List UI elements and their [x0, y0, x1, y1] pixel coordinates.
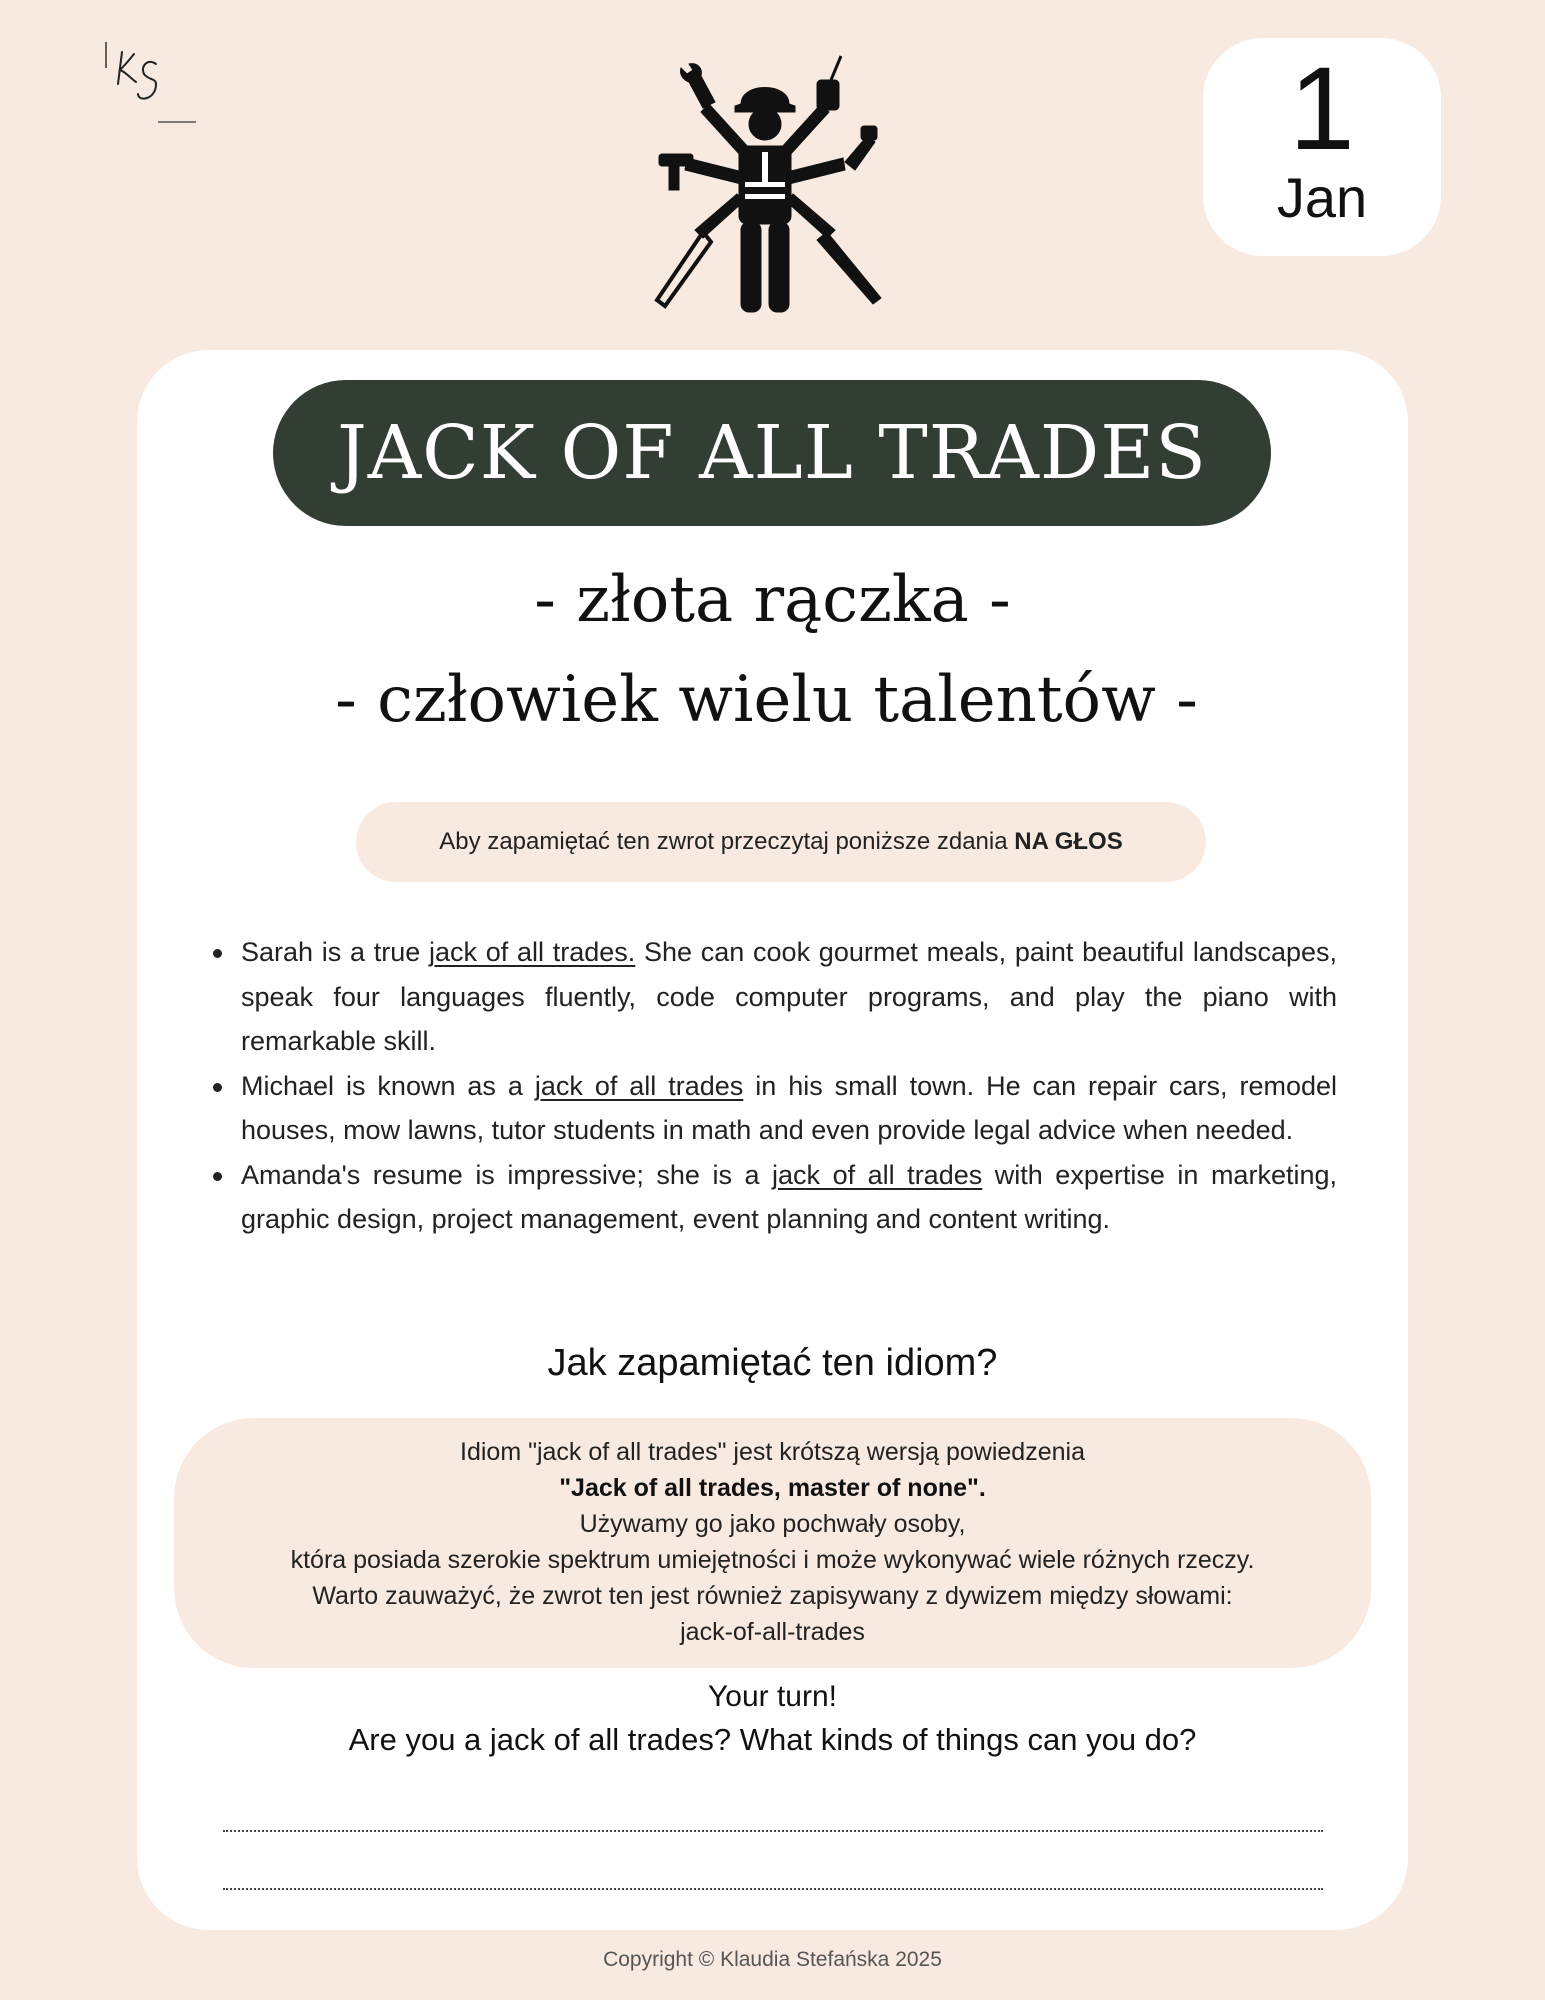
list-item	[241, 1153, 1337, 1242]
answer-line[interactable]	[223, 1888, 1323, 1890]
date-badge	[1203, 38, 1441, 256]
content-card	[137, 350, 1408, 1930]
explanation-line: "Jack of all trades, master of none".	[559, 1474, 986, 1502]
explanation-line: która posiada szerokie spektrum umiejętności i może wykonywać wiele różnych rzeczy.	[290, 1546, 1255, 1574]
read-aloud-hint	[356, 802, 1206, 882]
idiom-phrase: jack of all trades	[772, 1159, 983, 1190]
example-text: in his small town. He can repair cars, remodel houses, mow lawns, tutor students in math and even provide legal advice when needed.	[241, 1070, 1338, 1145]
hint-emphasis: NA GŁOS	[1014, 828, 1123, 855]
idiom-phrase: jack of all trades	[534, 1070, 744, 1101]
example-text: with expertise in marketing, graphic design, project management, event planning and content writing.	[241, 1159, 1337, 1234]
example-text: She can cook gourmet meals, paint beautiful landscapes, speak four languages fluently, code computer programs, and play the piano with remarkable skill.	[241, 937, 1338, 1056]
list-item	[241, 1064, 1337, 1153]
copyright-footer: Copyright © Klaudia Stefańska 2025	[603, 1948, 942, 1971]
example-sentences-list	[241, 930, 1337, 1242]
date-month: Jan	[1276, 166, 1368, 229]
example-text: Sarah is a true	[241, 937, 429, 967]
explanation-line: Warto zauważyć, że zwrot ten jest również zapisywany z dywizem między słowami:	[312, 1582, 1233, 1610]
section-heading: Jak zapamiętać ten idiom?	[547, 1342, 998, 1384]
translation-primary: - złota rączka -	[534, 563, 1011, 637]
date-day: 1	[1289, 43, 1355, 175]
explanation-line: jack-of-all-trades	[680, 1618, 865, 1646]
translation-secondary: - człowiek wielu talentów -	[335, 663, 1198, 737]
idiom-phrase: jack of all trades.	[429, 937, 636, 967]
example-text: Michael is known as a	[241, 1070, 535, 1101]
signature-logo	[98, 38, 208, 128]
explanation-box	[174, 1418, 1371, 1668]
explanation-line: Idiom "jack of all trades" jest krótszą wersją powiedzenia	[460, 1438, 1085, 1466]
exercise-question: Are you a jack of all trades? What kinds of things can you do?	[348, 1722, 1197, 1757]
example-text: Amanda's resume is impressive; she is a	[241, 1159, 773, 1190]
list-item	[241, 930, 1337, 1064]
multi-tool-worker-icon	[645, 52, 885, 322]
answer-line[interactable]	[223, 1830, 1323, 1832]
page-title: JACK OF ALL TRADES	[273, 380, 1271, 526]
your-turn-heading: Your turn!	[708, 1680, 837, 1713]
explanation-line: Używamy go jako pochwały osoby,	[579, 1510, 966, 1538]
hint-text: Aby zapamiętać ten zwrot przeczytaj poniższe zdania	[439, 828, 1015, 855]
